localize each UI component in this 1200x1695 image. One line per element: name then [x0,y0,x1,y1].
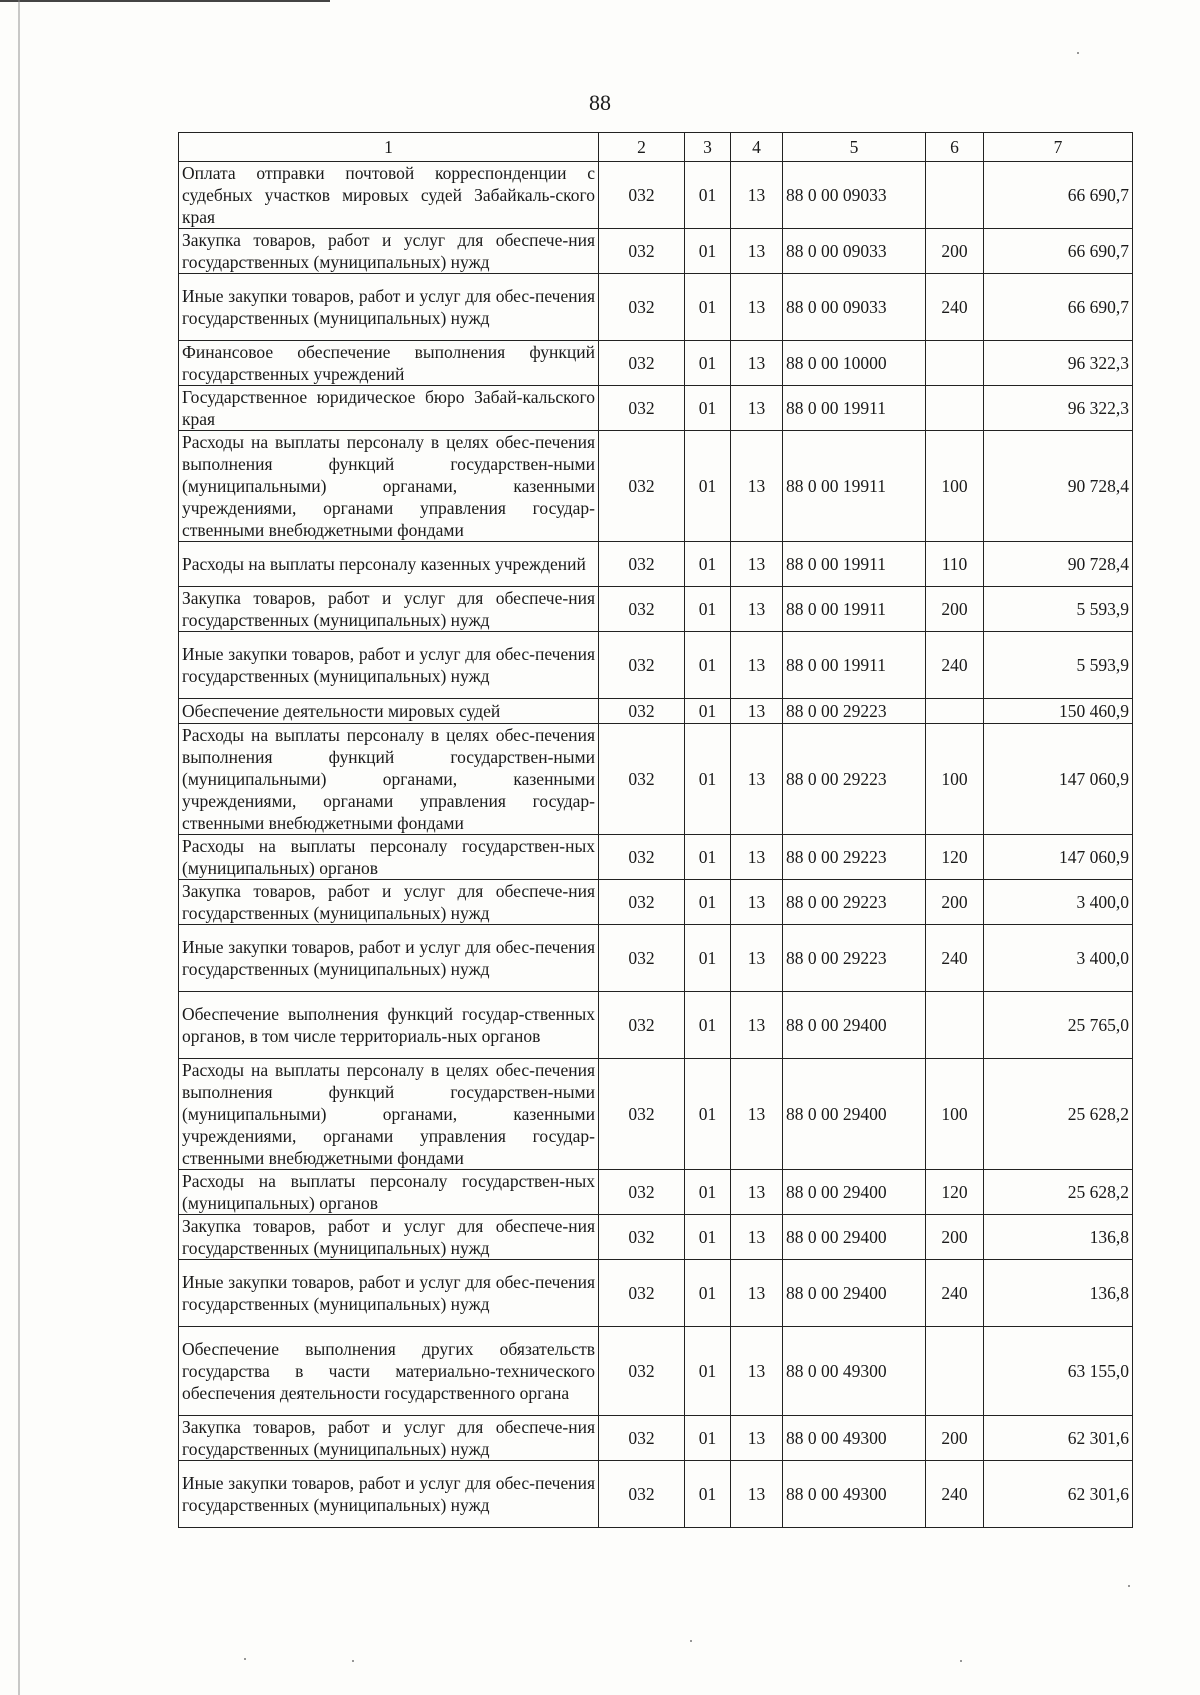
table-row [179,632,1133,699]
row-section-code: 01 [685,386,731,431]
row-amount: 5 593,9 [984,632,1133,699]
table-row [179,992,1133,1059]
row-section-code: 01 [685,1059,731,1170]
table-row [179,162,1133,229]
table-row [179,1215,1133,1260]
row-ministry-code: 032 [599,1260,685,1327]
row-section-code: 01 [685,699,731,724]
row-description: Закупка товаров, работ и услуг для обеспече-ния государственных (муниципальных) нужд [179,1215,599,1260]
row-expense-type: 100 [926,431,984,542]
row-amount: 66 690,7 [984,162,1133,229]
row-section-code: 01 [685,542,731,587]
row-amount: 25 628,2 [984,1059,1133,1170]
row-subsection-code: 13 [731,1170,783,1215]
row-expense-type [926,386,984,431]
row-ministry-code: 032 [599,341,685,386]
row-expense-type: 110 [926,542,984,587]
row-ministry-code: 032 [599,431,685,542]
row-description: Расходы на выплаты персоналу казенных учреждений [179,542,599,587]
row-subsection-code: 13 [731,1215,783,1260]
row-ministry-code: 032 [599,1170,685,1215]
row-section-code: 01 [685,632,731,699]
row-description: Расходы на выплаты персоналу государствен-ных (муниципальных) органов [179,835,599,880]
row-subsection-code: 13 [731,1416,783,1461]
row-section-code: 01 [685,724,731,835]
row-target-item: 88 0 00 19911 [783,632,926,699]
table-row [179,1416,1133,1461]
column-header: 1 [179,133,599,162]
row-ministry-code: 032 [599,162,685,229]
row-expense-type [926,992,984,1059]
table-row [179,724,1133,835]
row-amount: 66 690,7 [984,274,1133,341]
column-header: 7 [984,133,1133,162]
table-row [179,431,1133,542]
row-ministry-code: 032 [599,542,685,587]
row-target-item: 88 0 00 09033 [783,229,926,274]
table-row [179,1059,1133,1170]
row-expense-type: 240 [926,274,984,341]
row-subsection-code: 13 [731,386,783,431]
row-amount: 66 690,7 [984,229,1133,274]
row-description: Финансовое обеспечение выполнения функций государственных учреждений [179,341,599,386]
row-subsection-code: 13 [731,925,783,992]
row-target-item: 88 0 00 29223 [783,724,926,835]
row-section-code: 01 [685,992,731,1059]
row-target-item: 88 0 00 49300 [783,1416,926,1461]
row-target-item: 88 0 00 29223 [783,699,926,724]
row-section-code: 01 [685,587,731,632]
row-subsection-code: 13 [731,835,783,880]
row-expense-type [926,1327,984,1416]
row-expense-type: 120 [926,835,984,880]
row-subsection-code: 13 [731,229,783,274]
row-description: Закупка товаров, работ и услуг для обеспече-ния государственных (муниципальных) нужд [179,880,599,925]
row-ministry-code: 032 [599,1215,685,1260]
row-ministry-code: 032 [599,925,685,992]
row-amount: 147 060,9 [984,835,1133,880]
row-target-item: 88 0 00 29400 [783,1260,926,1327]
row-ministry-code: 032 [599,1461,685,1528]
row-amount: 62 301,6 [984,1461,1133,1528]
row-section-code: 01 [685,1327,731,1416]
table-row [179,587,1133,632]
row-expense-type: 240 [926,1260,984,1327]
row-description: Иные закупки товаров, работ и услуг для обес-печения государственных (муниципальных) нужд [179,925,599,992]
row-description: Расходы на выплаты персоналу в целях обес-печения выполнения функций государствен-ными (муниципальными) органами, казенными учреждениями, органами управления государ-ственными внебюджетными фондами [179,724,599,835]
column-header: 3 [685,133,731,162]
row-section-code: 01 [685,274,731,341]
row-description: Закупка товаров, работ и услуг для обеспече-ния государственных (муниципальных) нужд [179,229,599,274]
row-amount: 25 765,0 [984,992,1133,1059]
row-ministry-code: 032 [599,274,685,341]
row-target-item: 88 0 00 49300 [783,1461,926,1528]
row-target-item: 88 0 00 19911 [783,431,926,542]
row-description: Иные закупки товаров, работ и услуг для обес-печения государственных (муниципальных) нужд [179,1260,599,1327]
row-amount: 90 728,4 [984,542,1133,587]
row-ministry-code: 032 [599,1327,685,1416]
row-amount: 63 155,0 [984,1327,1133,1416]
row-subsection-code: 13 [731,992,783,1059]
row-subsection-code: 13 [731,724,783,835]
row-ministry-code: 032 [599,1416,685,1461]
row-subsection-code: 13 [731,1059,783,1170]
row-description: Закупка товаров, работ и услуг для обеспече-ния государственных (муниципальных) нужд [179,587,599,632]
row-subsection-code: 13 [731,431,783,542]
row-expense-type: 200 [926,1215,984,1260]
row-subsection-code: 13 [731,341,783,386]
row-subsection-code: 13 [731,632,783,699]
row-description: Обеспечение выполнения функций государ-ственных органов, в том числе территориаль-ных органов [179,992,599,1059]
row-target-item: 88 0 00 29400 [783,1215,926,1260]
row-expense-type: 100 [926,1059,984,1170]
row-target-item: 88 0 00 29400 [783,1059,926,1170]
row-expense-type: 240 [926,1461,984,1528]
row-subsection-code: 13 [731,1327,783,1416]
table-row [179,835,1133,880]
row-description: Оплата отправки почтовой корреспонденции с судебных участков мировых судей Забайкаль-ского края [179,162,599,229]
row-subsection-code: 13 [731,699,783,724]
budget-table [178,132,1133,1528]
row-section-code: 01 [685,1416,731,1461]
row-description: Обеспечение деятельности мировых судей [179,699,599,724]
row-target-item: 88 0 00 49300 [783,1327,926,1416]
row-amount: 96 322,3 [984,386,1133,431]
table-row [179,925,1133,992]
row-description: Иные закупки товаров, работ и услуг для обес-печения государственных (муниципальных) нужд [179,274,599,341]
row-expense-type [926,341,984,386]
scan-speck [244,1658,246,1660]
table-row [179,1327,1133,1416]
row-expense-type: 200 [926,880,984,925]
row-ministry-code: 032 [599,632,685,699]
row-amount: 90 728,4 [984,431,1133,542]
scan-speck [690,1640,692,1642]
table-row [179,699,1133,724]
row-section-code: 01 [685,1215,731,1260]
row-expense-type: 120 [926,1170,984,1215]
row-subsection-code: 13 [731,542,783,587]
table-row [179,386,1133,431]
row-section-code: 01 [685,1260,731,1327]
row-ministry-code: 032 [599,587,685,632]
table-row [179,274,1133,341]
row-description: Государственное юридическое бюро Забай-кальского края [179,386,599,431]
row-target-item: 88 0 00 19911 [783,587,926,632]
row-target-item: 88 0 00 29223 [783,835,926,880]
row-expense-type: 200 [926,587,984,632]
column-header: 4 [731,133,783,162]
row-ministry-code: 032 [599,229,685,274]
row-ministry-code: 032 [599,835,685,880]
scan-edge-left [18,0,20,1695]
row-amount: 5 593,9 [984,587,1133,632]
scan-speck [1077,52,1079,54]
scan-edge-top [0,0,330,2]
column-header: 6 [926,133,984,162]
row-description: Расходы на выплаты персоналу государствен-ных (муниципальных) органов [179,1170,599,1215]
row-section-code: 01 [685,162,731,229]
row-amount: 136,8 [984,1215,1133,1260]
row-description: Расходы на выплаты персоналу в целях обес-печения выполнения функций государствен-ными (муниципальными) органами, казенными учреждениями, органами управления государ-ственными внебюджетными фондами [179,431,599,542]
row-subsection-code: 13 [731,587,783,632]
scan-speck [960,1660,962,1662]
row-amount: 25 628,2 [984,1170,1133,1215]
row-section-code: 01 [685,880,731,925]
row-ministry-code: 032 [599,1059,685,1170]
row-ministry-code: 032 [599,386,685,431]
row-section-code: 01 [685,925,731,992]
row-amount: 3 400,0 [984,925,1133,992]
row-section-code: 01 [685,431,731,542]
table-row [179,880,1133,925]
row-description: Обеспечение выполнения других обязательств государства в части материально-технического обеспечения деятельности государственного органа [179,1327,599,1416]
table-row [179,1461,1133,1528]
table-row [179,229,1133,274]
column-header: 2 [599,133,685,162]
row-section-code: 01 [685,1170,731,1215]
row-subsection-code: 13 [731,1260,783,1327]
row-ministry-code: 032 [599,992,685,1059]
row-target-item: 88 0 00 09033 [783,162,926,229]
row-amount: 150 460,9 [984,699,1133,724]
row-expense-type: 200 [926,1416,984,1461]
row-subsection-code: 13 [731,1461,783,1528]
row-target-item: 88 0 00 09033 [783,274,926,341]
row-subsection-code: 13 [731,162,783,229]
row-amount: 62 301,6 [984,1416,1133,1461]
row-subsection-code: 13 [731,880,783,925]
scan-speck [352,1660,354,1662]
row-ministry-code: 032 [599,724,685,835]
row-amount: 136,8 [984,1260,1133,1327]
row-section-code: 01 [685,341,731,386]
table-row [179,341,1133,386]
row-target-item: 88 0 00 19911 [783,386,926,431]
table-row [179,1260,1133,1327]
row-target-item: 88 0 00 10000 [783,341,926,386]
row-expense-type: 100 [926,724,984,835]
page-number: 88 [589,90,611,115]
row-ministry-code: 032 [599,699,685,724]
row-expense-type: 200 [926,229,984,274]
row-expense-type: 240 [926,925,984,992]
table-row [179,1170,1133,1215]
row-section-code: 01 [685,229,731,274]
row-amount: 96 322,3 [984,341,1133,386]
row-expense-type: 240 [926,632,984,699]
row-amount: 147 060,9 [984,724,1133,835]
row-target-item: 88 0 00 29223 [783,925,926,992]
row-description: Расходы на выплаты персоналу в целях обес-печения выполнения функций государствен-ными (муниципальными) органами, казенными учреждениями, органами управления государ-ственными внебюджетными фондами [179,1059,599,1170]
table-header-row [179,133,1133,162]
table-row [179,542,1133,587]
row-description: Иные закупки товаров, работ и услуг для обес-печения государственных (муниципальных) нужд [179,1461,599,1528]
column-header: 5 [783,133,926,162]
row-section-code: 01 [685,835,731,880]
row-expense-type [926,162,984,229]
row-expense-type [926,699,984,724]
row-description: Иные закупки товаров, работ и услуг для обес-печения государственных (муниципальных) нужд [179,632,599,699]
row-target-item: 88 0 00 29400 [783,1170,926,1215]
row-target-item: 88 0 00 29400 [783,992,926,1059]
row-section-code: 01 [685,1461,731,1528]
row-target-item: 88 0 00 19911 [783,542,926,587]
row-description: Закупка товаров, работ и услуг для обеспече-ния государственных (муниципальных) нужд [179,1416,599,1461]
row-target-item: 88 0 00 29223 [783,880,926,925]
row-ministry-code: 032 [599,880,685,925]
row-amount: 3 400,0 [984,880,1133,925]
row-subsection-code: 13 [731,274,783,341]
scan-speck [1128,1585,1130,1587]
